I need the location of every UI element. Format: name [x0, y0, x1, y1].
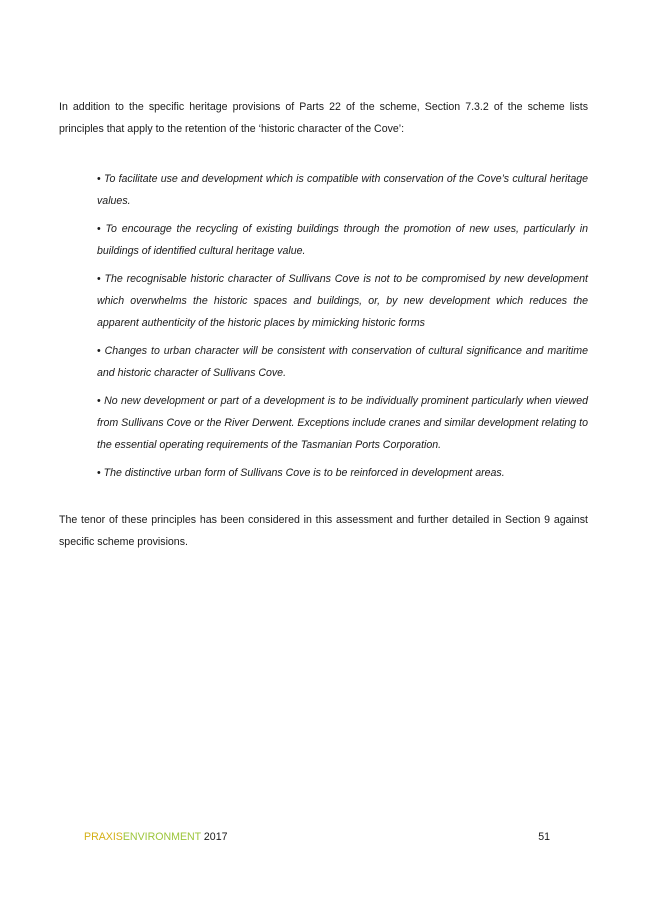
principle-text: The distinctive urban form of Sullivans Cove is to be reinforced in development areas.: [103, 467, 505, 479]
principle-text: The recognisable historic character of Sullivans Cove is not to be compromised by new development which overwhelms the historic spaces and buildings, or, by new development which reduces the apparent authenticity of the historic places by mimicking historic forms: [97, 273, 588, 329]
principle-text: Changes to urban character will be consistent with conservation of cultural significance and maritime and historic character of Sullivans Cove.: [97, 345, 588, 379]
brand-part-praxis: PRAXIS: [84, 831, 123, 843]
bullet-icon: •: [97, 273, 101, 285]
bullet-icon: •: [97, 173, 101, 185]
bullet-icon: •: [97, 467, 101, 479]
principle-item: [97, 340, 588, 384]
footer-year: 2017: [203, 831, 228, 843]
principle-item: [97, 268, 588, 334]
page-number: 51: [538, 831, 550, 843]
principle-item: [97, 168, 588, 212]
page-footer: [84, 831, 550, 849]
footer-brand: [84, 831, 227, 843]
principle-text: To encourage the recycling of existing buildings through the promotion of new uses, particularly in buildings of identified cultural heritage value.: [97, 223, 588, 257]
bullet-icon: •: [97, 345, 101, 357]
principle-item: [97, 218, 588, 262]
bullet-icon: •: [97, 395, 101, 407]
principles-list: [97, 168, 588, 490]
principle-text: No new development or part of a development is to be individually prominent particularly when viewed from Sullivans Cove or the River Derwent. Exceptions include cranes and similar development relating to the essential operating requirements of the Tasmanian Ports Corporation.: [97, 395, 588, 451]
principle-text: To facilitate use and development which is compatible with conservation of the Cove’s cultural heritage values.: [97, 173, 588, 207]
principle-item: [97, 390, 588, 456]
brand-part-environment: ENVIRONMENT: [122, 831, 201, 843]
closing-paragraph: The tenor of these principles has been considered in this assessment and further detailed in Section 9 against specific scheme provisions.: [59, 514, 588, 548]
intro-paragraph: In addition to the specific heritage provisions of Parts 22 of the scheme, Section 7.3.2 of the scheme lists principles that apply to the retention of the ‘historic character of the Cove’:: [59, 101, 588, 135]
bullet-icon: •: [97, 223, 101, 235]
principle-item: [97, 462, 588, 484]
